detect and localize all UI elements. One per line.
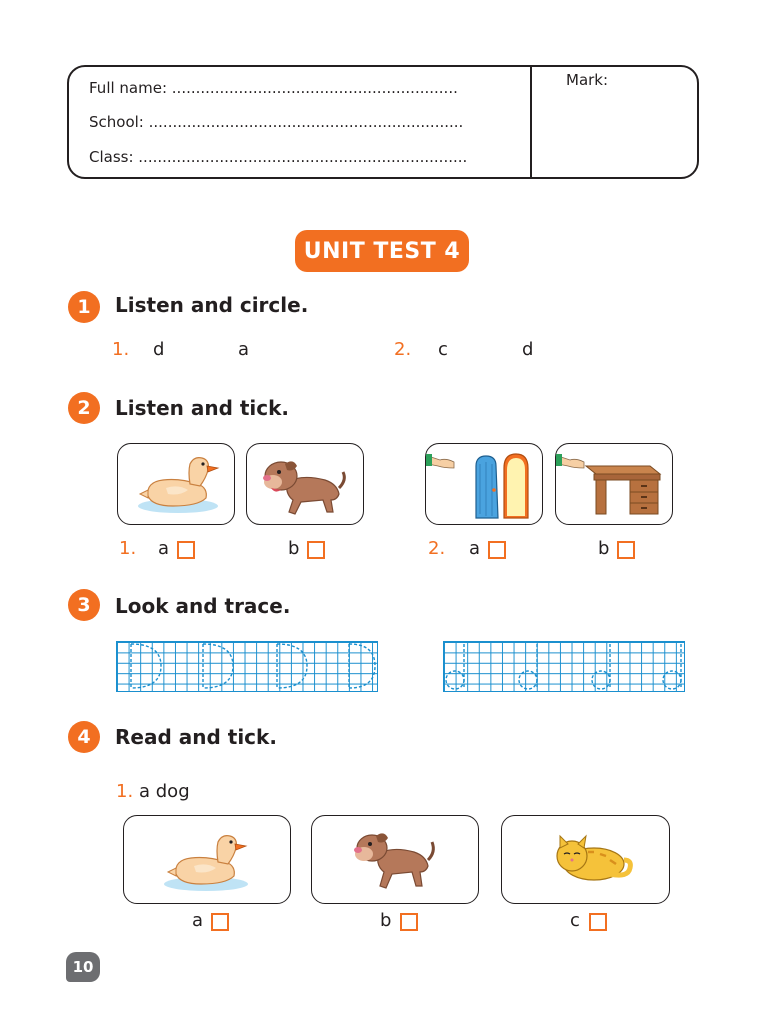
s2-item-1-checkbox-b[interactable] [307, 541, 325, 559]
cat-icon [502, 816, 668, 902]
s4-item-1-text: a dog [139, 781, 190, 802]
full-name-field[interactable]: Full name: ............................................................ [89, 79, 458, 97]
s2-item-2-number: 2. [428, 538, 446, 559]
s4-checkbox-b[interactable] [400, 913, 418, 931]
section-1-title: Listen and circle. [115, 293, 309, 317]
s2-card-door [425, 443, 543, 525]
page-number: 10 [66, 952, 100, 982]
pointing-hand-icon [556, 454, 584, 468]
dog-icon [247, 444, 362, 523]
s2-card-duck [117, 443, 235, 525]
section-4-number: 4 [68, 721, 100, 753]
trace-grid-lowercase-d[interactable] [443, 641, 685, 692]
s4-item-1-number: 1. [116, 781, 134, 802]
section-2-title: Listen and tick. [115, 396, 290, 420]
duck-icon [118, 444, 233, 523]
s1-item-1-option-1[interactable]: d [153, 339, 165, 360]
s2-item-1-option-a-label: a [158, 538, 170, 559]
unit-test-title: UNIT TEST 4 [295, 230, 469, 272]
school-field[interactable]: School: .................................................................. [89, 113, 464, 131]
section-1-number: 1 [68, 291, 100, 323]
desk-icon [556, 444, 671, 523]
section-2-number: 2 [68, 392, 100, 424]
s1-item-2-option-1[interactable]: c [438, 339, 448, 360]
s4-option-c-label: c [570, 910, 580, 931]
section-3-number: 3 [68, 589, 100, 621]
duck-icon [124, 816, 289, 902]
s1-item-2-number: 2. [394, 339, 412, 360]
s4-card-duck [123, 815, 291, 904]
s4-card-dog [311, 815, 479, 904]
trace-letters-lowercase [444, 642, 683, 690]
mark-label: Mark: [566, 71, 609, 89]
s4-option-a-label: a [192, 910, 204, 931]
info-divider [530, 65, 532, 179]
class-field[interactable]: Class: ..................................................................... [89, 148, 468, 166]
section-3-title: Look and trace. [115, 594, 291, 618]
s1-item-1-option-2[interactable]: a [238, 339, 250, 360]
s1-item-1-number: 1. [112, 339, 130, 360]
dog-icon [312, 816, 477, 902]
s2-item-2-checkbox-a[interactable] [488, 541, 506, 559]
s4-card-cat [501, 815, 670, 904]
s2-item-1-number: 1. [119, 538, 137, 559]
trace-grid-uppercase-d[interactable] [116, 641, 378, 692]
s2-item-2-option-a-label: a [469, 538, 481, 559]
section-4-title: Read and tick. [115, 725, 277, 749]
s2-card-dog [246, 443, 364, 525]
s2-item-2-option-b-label: b [598, 538, 610, 559]
s4-checkbox-a[interactable] [211, 913, 229, 931]
s4-checkbox-c[interactable] [589, 913, 607, 931]
door-icon [426, 444, 541, 523]
s2-item-2-checkbox-b[interactable] [617, 541, 635, 559]
s2-card-desk [555, 443, 673, 525]
trace-letters-uppercase [117, 642, 376, 690]
s4-option-b-label: b [380, 910, 392, 931]
s1-item-2-option-2[interactable]: d [522, 339, 534, 360]
s2-item-1-option-b-label: b [288, 538, 300, 559]
s2-item-1-checkbox-a[interactable] [177, 541, 195, 559]
pointing-hand-icon [426, 454, 454, 468]
